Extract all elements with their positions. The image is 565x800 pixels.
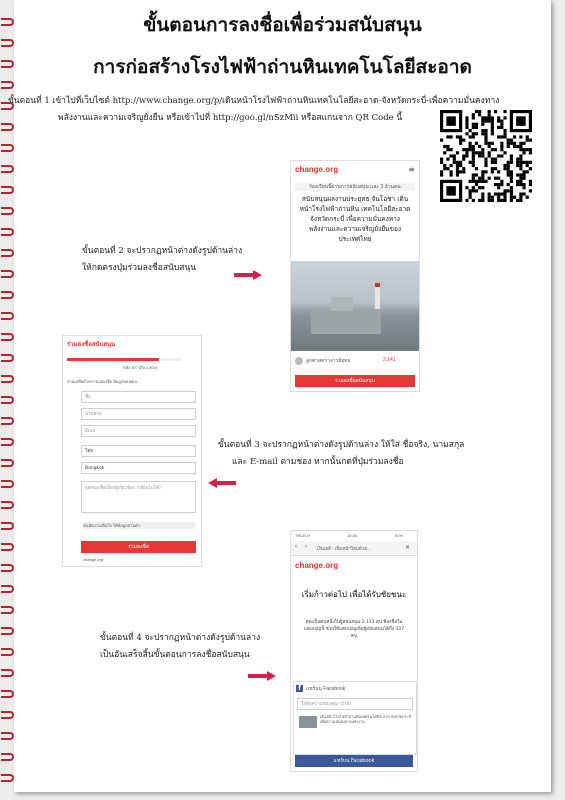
binding-ring: [1, 438, 14, 446]
binding-ring: [1, 417, 14, 425]
binding-ring: [1, 312, 14, 320]
binding-ring: [1, 333, 14, 341]
binding-ring: [1, 564, 14, 572]
privacy-checkbox[interactable]: ฉันมีความเต็มใจ ให้ข้อมูลส่วนตัว: [83, 522, 195, 529]
binding-ring: [1, 690, 14, 698]
form-heading: ร่วมลงชื่อสนับสนุน: [67, 341, 116, 348]
binding-ring: [1, 732, 14, 740]
supporter-count: 2,141: [383, 357, 396, 363]
success-heading: เริ่มก้าวต่อไป เพื่อได้รับชัยชนะ: [301, 590, 407, 599]
title-line-2: การก่อสร้างโรงไฟฟ้าถ่านหินเทคโนโลยีสะอาด: [93, 56, 472, 78]
binding-ring: [1, 774, 14, 782]
change-org-logo-2: change.org: [295, 561, 339, 570]
forward-icon[interactable]: ›: [305, 544, 307, 550]
facebook-share-box: [293, 681, 417, 755]
binding-ring: [1, 627, 14, 635]
email-field[interactable]: อีเมล: [81, 425, 196, 437]
form-intro: ส่วนเหลือด้วยการแสดงชื่อ ข้อมูลของคุณ: [67, 379, 137, 384]
arrow-right-icon-2: [248, 671, 276, 681]
binding-ring: [1, 501, 14, 509]
facebook-share-button[interactable]: แชร์บน Facebook: [295, 755, 413, 767]
city-field[interactable]: Bangkok: [81, 462, 196, 474]
petition-notice: ร้องเรียนนี้ผ่านการสนับสนุน และ 3 ล้านคน: [295, 183, 415, 191]
arrow-left-icon: [208, 478, 236, 488]
binding-ring: [1, 207, 14, 215]
screenshot-sign-form: [62, 335, 202, 567]
progress-note: หลัง 397 (ถึง 2,500): [123, 365, 158, 370]
binding-ring: [1, 711, 14, 719]
binding-ring: [1, 291, 14, 299]
arrow-right-icon: [234, 270, 262, 280]
change-org-logo: change.org: [295, 165, 339, 174]
step-3-line-1: ขั้นตอนที่ 3 จะปรากฏหน้าต่างดังรูปด้านล่าง ให้ใส่ ชื่อจริง, นามสกุล: [218, 440, 465, 450]
step-2-line-2: ให้กดตรงปุ่มร่วมลงชื่อสนับสนุน: [82, 263, 197, 273]
binding-ring: [1, 606, 14, 614]
binding-ring: [1, 144, 14, 152]
petition-author: ลูกศาสตราจารย์ยุทธ: [306, 358, 351, 364]
step-1-text: [8, 93, 500, 127]
binding-ring: [1, 522, 14, 530]
title-line-1: ขั้นตอนการลงชื่อเพื่อร่วมสนับสนุน: [143, 14, 422, 36]
facebook-share-label: แชร์บน Facebook: [306, 686, 346, 692]
step-3-text: [218, 437, 538, 471]
step-3-line-2: และ E-mail ตามช่อง หากนั้นกดที่ปุ่มร่วมลงชื่อ: [232, 457, 404, 467]
binding-ring: [1, 543, 14, 551]
qr-code-icon[interactable]: [440, 110, 532, 202]
binding-ring: [1, 39, 14, 47]
submit-sign-button[interactable]: ร่วมลงชื่อ: [81, 541, 196, 553]
binding-ring: [1, 396, 14, 404]
address-bar[interactable]: เงินเยสี - เพิ่มหน้าใหม่ด้วย...: [317, 546, 371, 551]
petition-title: สนับสนุนผลงานประยุทธ จันโอชา เดินหน้าโรงไฟฟ้าถ่านหิน เทคโนโลยีสะอาด จังหวัดกระบี่ เพื่อความมั่นคงทางพลังงานและความเจริญยั่งยืนของประเทศไทย: [299, 195, 411, 243]
sign-petition-button[interactable]: ร่วมลงชื่อสนับสนุน: [295, 375, 415, 387]
screenshot-success-page: [290, 530, 418, 772]
status-carrier: TRUE-H: [295, 533, 311, 538]
step-4-line-1: ขั้นตอนที่ 4 จะปรากฏหน้าต่างดังรูปด้านล่าง: [100, 633, 261, 643]
country-select[interactable]: ไทย: [81, 445, 196, 457]
success-body: คุณเป็นคนหนึ่งในผู้สนับสนุน 2,133 คน ที่ลงชื่อในแคมเปญนี้ ช่วยให้แคมเปญเพิ่มผู้สนับสนุนได้ถึง 337 คน: [304, 620, 404, 639]
binding-ring: [1, 81, 14, 89]
binding-ring: [1, 270, 14, 278]
step-4-line-2: เป็นอันเสร็จสิ้นขั้นตอนการลงชื่อสนับสนุน: [100, 650, 250, 660]
binding-ring: [1, 585, 14, 593]
facebook-icon: f: [296, 685, 303, 692]
back-icon[interactable]: ‹: [295, 544, 297, 550]
binding-ring: [1, 375, 14, 383]
screenshot-petition-page: [290, 160, 420, 392]
binding-ring: [1, 165, 14, 173]
close-icon[interactable]: ✕: [405, 545, 411, 551]
comment-textarea[interactable]: อุดหนุนชื่อเนื่องผู้เกี่ยวข้อง (เขียนไม่ได้): [81, 481, 196, 513]
binding-ring: [1, 480, 14, 488]
status-battery: 61%: [395, 533, 404, 538]
first-name-field[interactable]: ชื่อ: [81, 391, 196, 403]
step-2-line-1: ขั้นตอนที่ 2 จะปรากฏหน้าต่างดังรูปด้านล่าง: [82, 246, 243, 256]
binding-ring: [1, 648, 14, 656]
avatar-icon: [295, 357, 303, 365]
binding-ring: [1, 669, 14, 677]
form-footer: change.org: [83, 557, 104, 562]
binding-ring: [1, 753, 14, 761]
power-plant-photo: [291, 261, 419, 351]
last-name-field[interactable]: นามสกุล: [81, 408, 196, 420]
share-preview-text: เดินหน้าโรงไฟฟ้าถ่านหินเทคโนโลยีสะอาด จังหวัดกระบี่ เพื่อความมั่นคงทางพลังงาน: [320, 715, 411, 724]
binding-ring: [1, 186, 14, 194]
share-thumbnail: [299, 716, 317, 728]
binding-ring: [1, 249, 14, 257]
facebook-message-input[interactable]: ใส่ข้อความของคุณ (ถ้ามี): [297, 698, 413, 710]
binding-ring: [1, 459, 14, 467]
step-1-line-2: พลังงานและความเจริญยั่งยืน หรือเข้าไปที่ http://goo.gl/nSzMii หรือสแกนจาก QR Code นี้: [58, 113, 403, 123]
step-1-line-1: ขั้นตอนที่ 1 เข้าไปที่เว็บไซต์ http://www.change.org/p/เดินหน้าโรงไฟฟ้าถ่านหินเทคโนโลยีสะอาด-จังหวัดกระบี่-เพื่อความมั่นคงทาง: [8, 96, 500, 106]
step-4-text: [100, 630, 290, 664]
browser-bar: [291, 541, 417, 556]
binding-ring: [1, 354, 14, 362]
progress-bar: [67, 358, 182, 361]
binding-ring: [1, 228, 14, 236]
status-time: 10:35: [347, 533, 358, 538]
menu-icon[interactable]: ≡: [408, 165, 415, 174]
